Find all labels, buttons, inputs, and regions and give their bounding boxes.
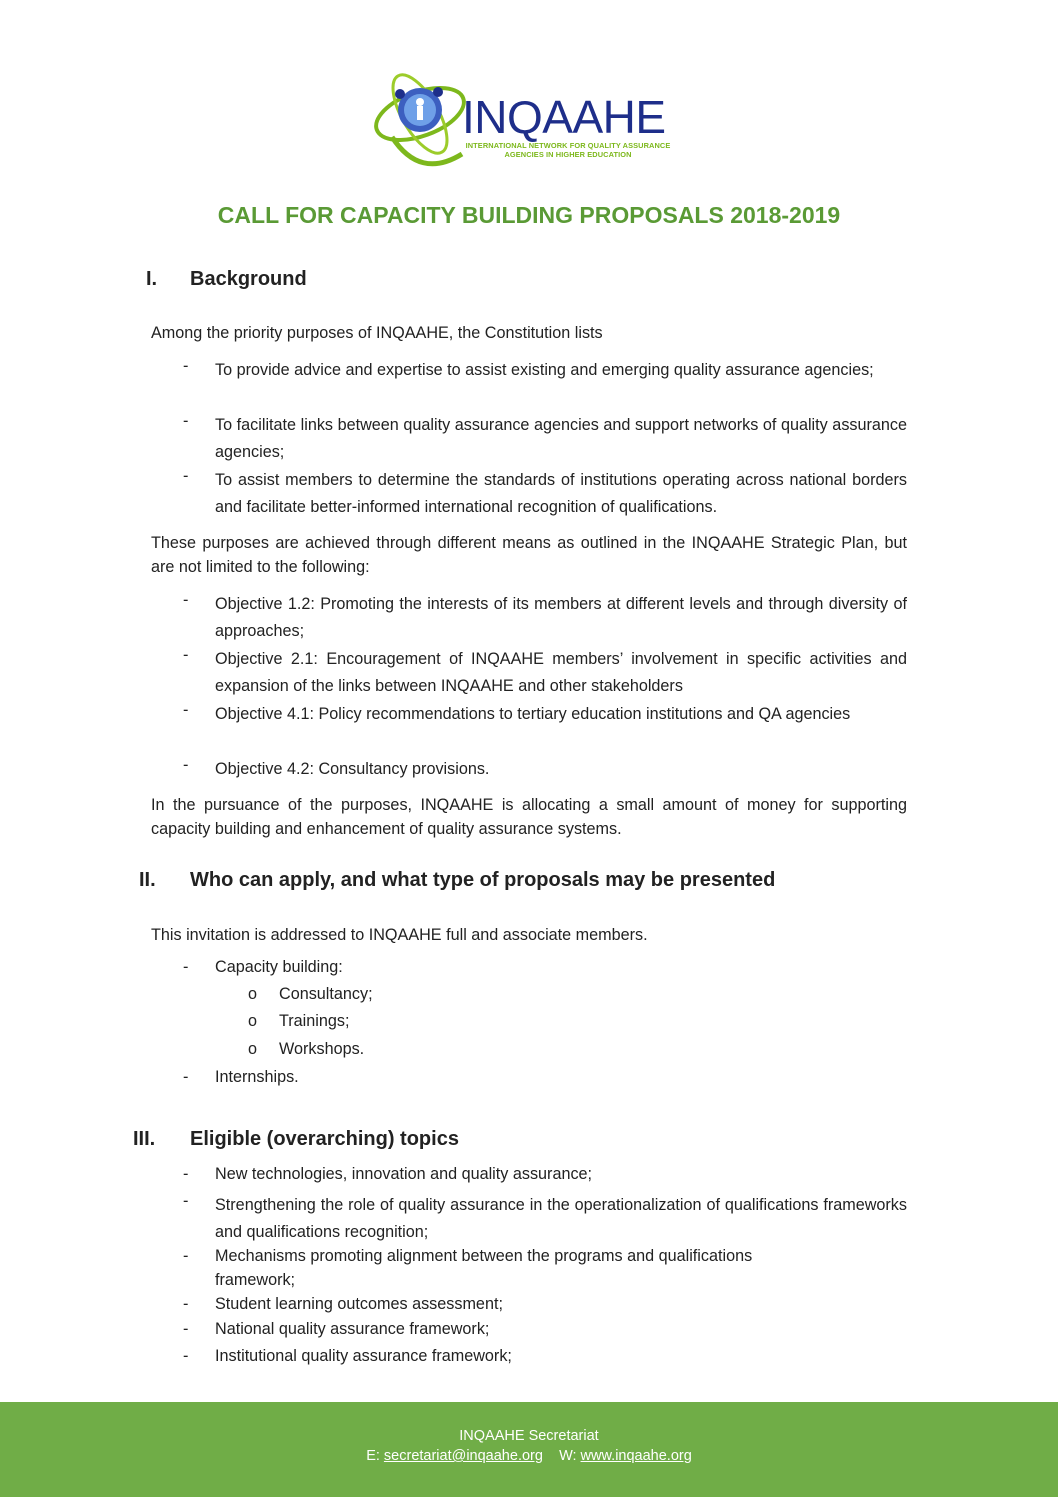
- section-1-number: I.: [146, 268, 158, 290]
- list-item-continuation: framework;: [215, 1271, 296, 1289]
- bullet-dash: -: [183, 1165, 189, 1183]
- list-item: New technologies, innovation and quality assurance;: [215, 1165, 593, 1183]
- list-item: Objective 1.2: Promoting the interests of its members at different levels and through diversity of approaches;: [215, 595, 907, 640]
- list-item: Strengthening the role of quality assurance in the operationalization of qualifications frameworks and qualifications recognition;: [215, 1196, 907, 1241]
- list-item: To assist members to determine the standards of institutions operating across national borders and facilitate better-informed international recognition of qualifications.: [215, 471, 907, 516]
- bullet-dash: -: [183, 412, 189, 430]
- logo-subtitle: INTERNATIONAL NETWORK FOR QUALITY ASSURANCE AGENCIES IN HIGHER EDUCATION: [465, 141, 671, 159]
- list-item: Mechanisms promoting alignment between the programs and qualifications: [215, 1247, 753, 1265]
- footer-email-label: E:: [366, 1448, 380, 1464]
- list-item: Objective 4.1: Policy recommendations to tertiary education institutions and QA agencies: [215, 705, 851, 723]
- sub-list-item: Consultancy;: [279, 985, 373, 1003]
- list-item: To facilitate links between quality assurance agencies and support networks of quality assurance agencies;: [215, 416, 907, 461]
- section-2-title: Who can apply, and what type of proposals may be presented: [190, 869, 776, 891]
- section-2-intro: This invitation is addressed to INQAAHE full and associate members.: [151, 926, 648, 944]
- section-3-number: III.: [133, 1128, 156, 1150]
- footer-organization: INQAAHE Secretariat: [459, 1428, 599, 1444]
- bullet-dash: -: [183, 467, 189, 485]
- list-item: To provide advice and expertise to assist existing and emerging quality assurance agencies;: [215, 361, 874, 379]
- list-item: Institutional quality assurance framework;: [215, 1347, 512, 1365]
- bullet-dash: -: [183, 701, 189, 719]
- section-1-intro: Among the priority purposes of INQAAHE, the Constitution lists: [151, 324, 603, 342]
- list-item: Objective 4.2: Consultancy provisions.: [215, 760, 490, 778]
- bullet-dash: -: [183, 1347, 189, 1365]
- bullet-dash: -: [183, 958, 189, 976]
- list-item: Student learning outcomes assessment;: [215, 1295, 503, 1313]
- sub-list-item: Workshops.: [279, 1040, 365, 1058]
- list-item: Objective 2.1: Encouragement of INQAAHE members’ involvement in specific activities and expansion of the links between INQAAHE and other stakeholders: [215, 650, 907, 695]
- bullet-circle: o: [248, 1012, 258, 1030]
- bullet-dash: -: [183, 646, 189, 664]
- logo-emblem-icon: [372, 62, 472, 180]
- list-item: Capacity building:: [215, 958, 343, 976]
- section-1-title: Background: [190, 268, 307, 290]
- inqaahe-logo: [372, 62, 692, 180]
- bullet-dash: -: [183, 1295, 189, 1313]
- footer-web-label: W:: [559, 1448, 577, 1464]
- list-item: National quality assurance framework;: [215, 1320, 490, 1338]
- bullet-circle: o: [248, 985, 258, 1003]
- bullet-dash: -: [183, 1068, 189, 1086]
- footer-email-link[interactable]: secretariat@inqaahe.org: [383, 1448, 543, 1464]
- bullet-dash: -: [183, 1320, 189, 1338]
- bullet-dash: -: [183, 591, 189, 609]
- bullet-dash: -: [183, 756, 189, 774]
- sub-list-item: Trainings;: [279, 1012, 350, 1030]
- section-3-title: Eligible (overarching) topics: [190, 1128, 459, 1150]
- section-1-paragraph-2: These purposes are achieved through different means as outlined in the INQAAHE Strategic Plan, but are not limited to the following:: [151, 534, 907, 576]
- list-item: Internships.: [215, 1068, 299, 1086]
- section-2-number: II.: [139, 869, 156, 891]
- bullet-dash: -: [183, 1192, 189, 1210]
- logo-wordmark: INQAAHE: [462, 91, 666, 143]
- section-1-paragraph-3: In the pursuance of the purposes, INQAAHE is allocating a small amount of money for supporting capacity building and enhancement of quality assurance systems.: [151, 796, 907, 838]
- footer-contact: [0, 1448, 1058, 1464]
- bullet-dash: -: [183, 1247, 189, 1265]
- bullet-dash: -: [183, 357, 189, 375]
- document-title: CALL FOR CAPACITY BUILDING PROPOSALS 2018-2019: [217, 202, 841, 228]
- footer-web-link[interactable]: www.inqaahe.org: [580, 1448, 692, 1464]
- bullet-circle: o: [248, 1040, 258, 1058]
